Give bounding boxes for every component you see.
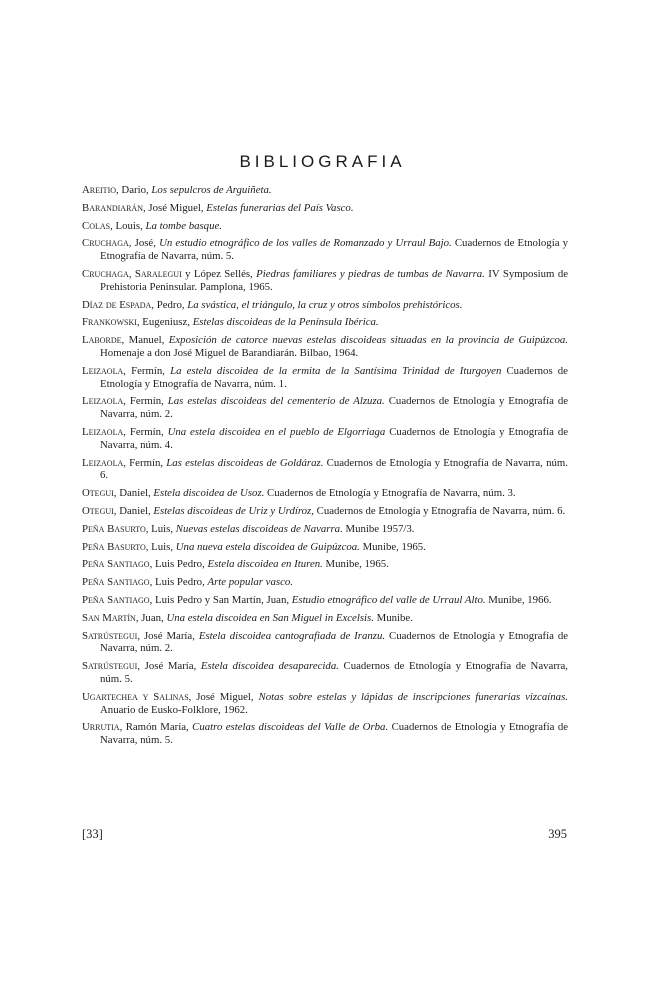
entry-publication: Munibe 1957/3.: [345, 522, 415, 535]
bibliography-entry: [82, 660, 568, 686]
bibliography-entry: [82, 612, 568, 625]
entry-author: Cruchaga,: [82, 237, 132, 250]
entry-author: Peña Basurto,: [82, 540, 149, 553]
bibliography-entry: [82, 220, 568, 233]
bibliography-entry: [82, 505, 568, 518]
entry-author: Colas,: [82, 219, 113, 232]
footer-section-number: [33]: [82, 827, 103, 841]
entry-author-detail: Daniel,: [119, 504, 151, 517]
entry-publication: Cuadernos de Etnología y Etnografía de Navarra, núm. 5.: [100, 721, 569, 747]
entry-author: Leizaola,: [82, 425, 126, 438]
entry-title: Estelas discoideas de la Península Ibérica.: [192, 316, 379, 329]
entry-author: Peña Santiago,: [82, 576, 153, 589]
entry-author: Peña Santiago,: [82, 593, 153, 606]
entry-title: Una estela discoidea en el pueblo de Elgorriaga: [167, 425, 386, 438]
bibliography-entry: [82, 721, 568, 747]
bibliography-entry: [82, 365, 568, 391]
entry-author: Cruchaga, Saralegui: [82, 267, 182, 280]
entry-author: Barandiarán,: [82, 201, 146, 214]
entry-author: Peña Basurto,: [82, 522, 149, 535]
entry-author: Leizaola,: [82, 395, 126, 408]
entry-publication: Cuadernos de Etnología y Etnografía de Navarra, núm. 2.: [100, 629, 569, 655]
entry-author: Otegui,: [82, 504, 117, 517]
page-title: BIBLIOGRAFIA: [239, 152, 406, 171]
entry-author-detail: Daniel,: [119, 487, 151, 500]
entry-author-detail: José Miguel,: [148, 201, 204, 214]
entry-publication: Cuadernos de Etnología y Etnografía de Navarra, núm. 6.: [316, 504, 566, 517]
entry-author-detail: José Miguel,: [196, 690, 254, 703]
bibliography-entry: [82, 523, 568, 536]
entry-author-detail: Pedro,: [156, 298, 185, 311]
entry-author: Urrutia,: [82, 721, 123, 734]
entry-publication: Cuadernos de Etnología y Etnografía de Navarra, núm. 2.: [100, 395, 569, 421]
entry-title: Estela discoidea desaparecida.: [200, 660, 339, 673]
entry-author: San Martín,: [82, 611, 139, 624]
entry-author-detail: Fermín,: [131, 364, 165, 377]
bibliography-entry: [82, 395, 568, 421]
entry-author-detail: Luis Pedro,: [155, 558, 205, 571]
entry-author: Frankowski,: [82, 316, 140, 329]
entry-publication: Anuario de Eusko-Folklore, 1962.: [100, 703, 248, 716]
entry-author-detail: Fermín,: [129, 395, 164, 408]
entry-title: La tombe basque.: [145, 219, 222, 232]
entry-author-detail: José María,: [143, 629, 195, 642]
bibliography-entry: [82, 457, 568, 483]
entry-author-detail: Luis Pedro,: [155, 576, 205, 589]
page-number: 395: [548, 827, 567, 841]
bibliography-entry: [82, 558, 568, 571]
entry-publication: Cuadernos de Etnología y Etnografía de Navarra, núm. 1.: [100, 364, 568, 390]
entry-author: Peña Santiago,: [82, 558, 153, 571]
entry-author-detail: Luis Pedro y San Martín, Juan,: [155, 593, 290, 606]
bibliography-entry: [82, 576, 568, 589]
entry-publication: Munibe.: [376, 611, 413, 624]
bibliography-entry: [82, 299, 568, 312]
entry-author-detail: Dario,: [121, 184, 149, 196]
entry-publication: Cuadernos de Etnología y Etnografía de Navarra, núm. 3.: [267, 487, 516, 500]
entry-publication: Cuadernos de Etnología y Etnografía de Navarra, núm. 6.: [100, 456, 568, 482]
entry-author-detail: Luis,: [151, 540, 174, 553]
entry-author-detail: Luis,: [151, 522, 174, 535]
entry-author: Satrústegui,: [82, 629, 141, 642]
bibliography-entry: [82, 237, 568, 263]
entry-author-detail: Fermín,: [129, 425, 164, 438]
bibliography-entry: [82, 184, 568, 197]
entry-title: Estela discoidea cantografiada de Iranzu.: [198, 629, 386, 642]
entry-author-detail: Manuel,: [128, 334, 165, 347]
entry-title: Las estelas discoideas de Goldáraz.: [166, 456, 324, 469]
entry-publication: Cuadernos de Etnología y Etnografía de Navarra, núm. 5.: [100, 660, 569, 685]
entry-title: Nuevas estelas discoideas de Navarra.: [175, 522, 343, 535]
entry-title: Notas sobre estelas y lápidas de inscripciones funerarias vizcaínas.: [258, 690, 568, 703]
bibliography-entry: [82, 691, 568, 717]
bibliography-entry: [82, 594, 568, 607]
entry-publication: Munibe, 1966.: [488, 593, 552, 606]
entry-author: Ugartechea y Salinas,: [82, 690, 192, 703]
bibliography-entry: [82, 426, 568, 452]
entry-publication: IV Symposium de Prehistoria Peninsular. Pamplona, 1965.: [100, 267, 569, 293]
entry-author: Areitio,: [82, 184, 119, 196]
entry-author: Leizaola,: [82, 364, 126, 377]
entry-title: Los sepulcros de Arguiñeta.: [151, 184, 272, 196]
entry-title: Una nueva estela discoidea de Guipúzcoa.: [175, 540, 360, 553]
entry-title: Cuatro estelas discoideas del Valle de Orba.: [192, 721, 389, 734]
entry-title: Piedras familiares y piedras de tumbas de Navarra.: [256, 267, 485, 280]
entry-author-detail: y López Sellés,: [185, 267, 253, 280]
entry-title: Estelas discoideas de Uriz y Urdíroz,: [153, 504, 314, 517]
bibliography-entry: [82, 334, 568, 360]
entry-title: Las estelas discoideas del cementerio de Alzuza.: [167, 395, 385, 408]
entry-publication: Cuadernos de Etnología y Etnografía de Navarra, núm. 4.: [100, 425, 569, 451]
entry-author-detail: Ramón María,: [125, 721, 189, 734]
bibliography-entry: [82, 630, 568, 656]
entry-author-detail: José,: [134, 237, 156, 250]
entry-author-detail: José María,: [144, 660, 197, 673]
bibliography-entry: [82, 487, 568, 500]
entry-publication: Homenaje a don José Miguel de Barandiarán. Bilbao, 1964.: [100, 346, 359, 359]
entry-title: La svástica, el triángulo, la cruz y otros símbolos prehistóricos.: [187, 298, 463, 311]
entry-title: Arte popular vasco.: [207, 576, 293, 589]
bibliography-entry: [82, 316, 568, 329]
entry-publication: Munibe, 1965.: [325, 558, 389, 571]
entry-author: Díaz de Espada,: [82, 298, 154, 311]
bibliography-list: [82, 184, 568, 752]
entry-author-detail: Eugeniusz,: [142, 316, 190, 329]
entry-author: Leizaola,: [82, 456, 126, 469]
entry-publication: Cuadernos de Etnología y Etnografía de Navarra, núm. 5.: [100, 237, 569, 263]
entry-author-detail: Juan,: [141, 611, 164, 624]
entry-title: Una estela discoidea en San Miguel in Excelsis.: [166, 611, 374, 624]
entry-title: Estudio etnográfico del valle de Urraul Alto.: [291, 593, 486, 606]
entry-title: La estela discoidea de la ermita de la Santísima Trinidad de Iturgoyen: [170, 364, 502, 377]
entry-title: Estela discoidea de Usoz.: [153, 487, 265, 500]
entry-publication: Munibe, 1965.: [362, 540, 426, 553]
entry-author-detail: Fermín,: [129, 456, 164, 469]
entry-author: Laborde,: [82, 334, 125, 347]
bibliography-entry: [82, 202, 568, 215]
entry-title: Estelas funerarias del País Vasco.: [206, 201, 354, 214]
bibliography-entry: [82, 268, 568, 294]
entry-title: Un estudio etnográfico de los valles de Romanzado y Urraul Bajo.: [159, 237, 452, 250]
entry-title: Estela discoidea en Ituren.: [207, 558, 323, 571]
bibliography-entry: [82, 541, 568, 554]
entry-author-detail: Louis,: [115, 219, 143, 232]
entry-title: Exposición de catorce nuevas estelas discoideas situadas en la provincia de Guipúzcoa.: [168, 334, 569, 347]
entry-author: Otegui,: [82, 487, 117, 500]
entry-author: Satrústegui,: [82, 660, 141, 673]
